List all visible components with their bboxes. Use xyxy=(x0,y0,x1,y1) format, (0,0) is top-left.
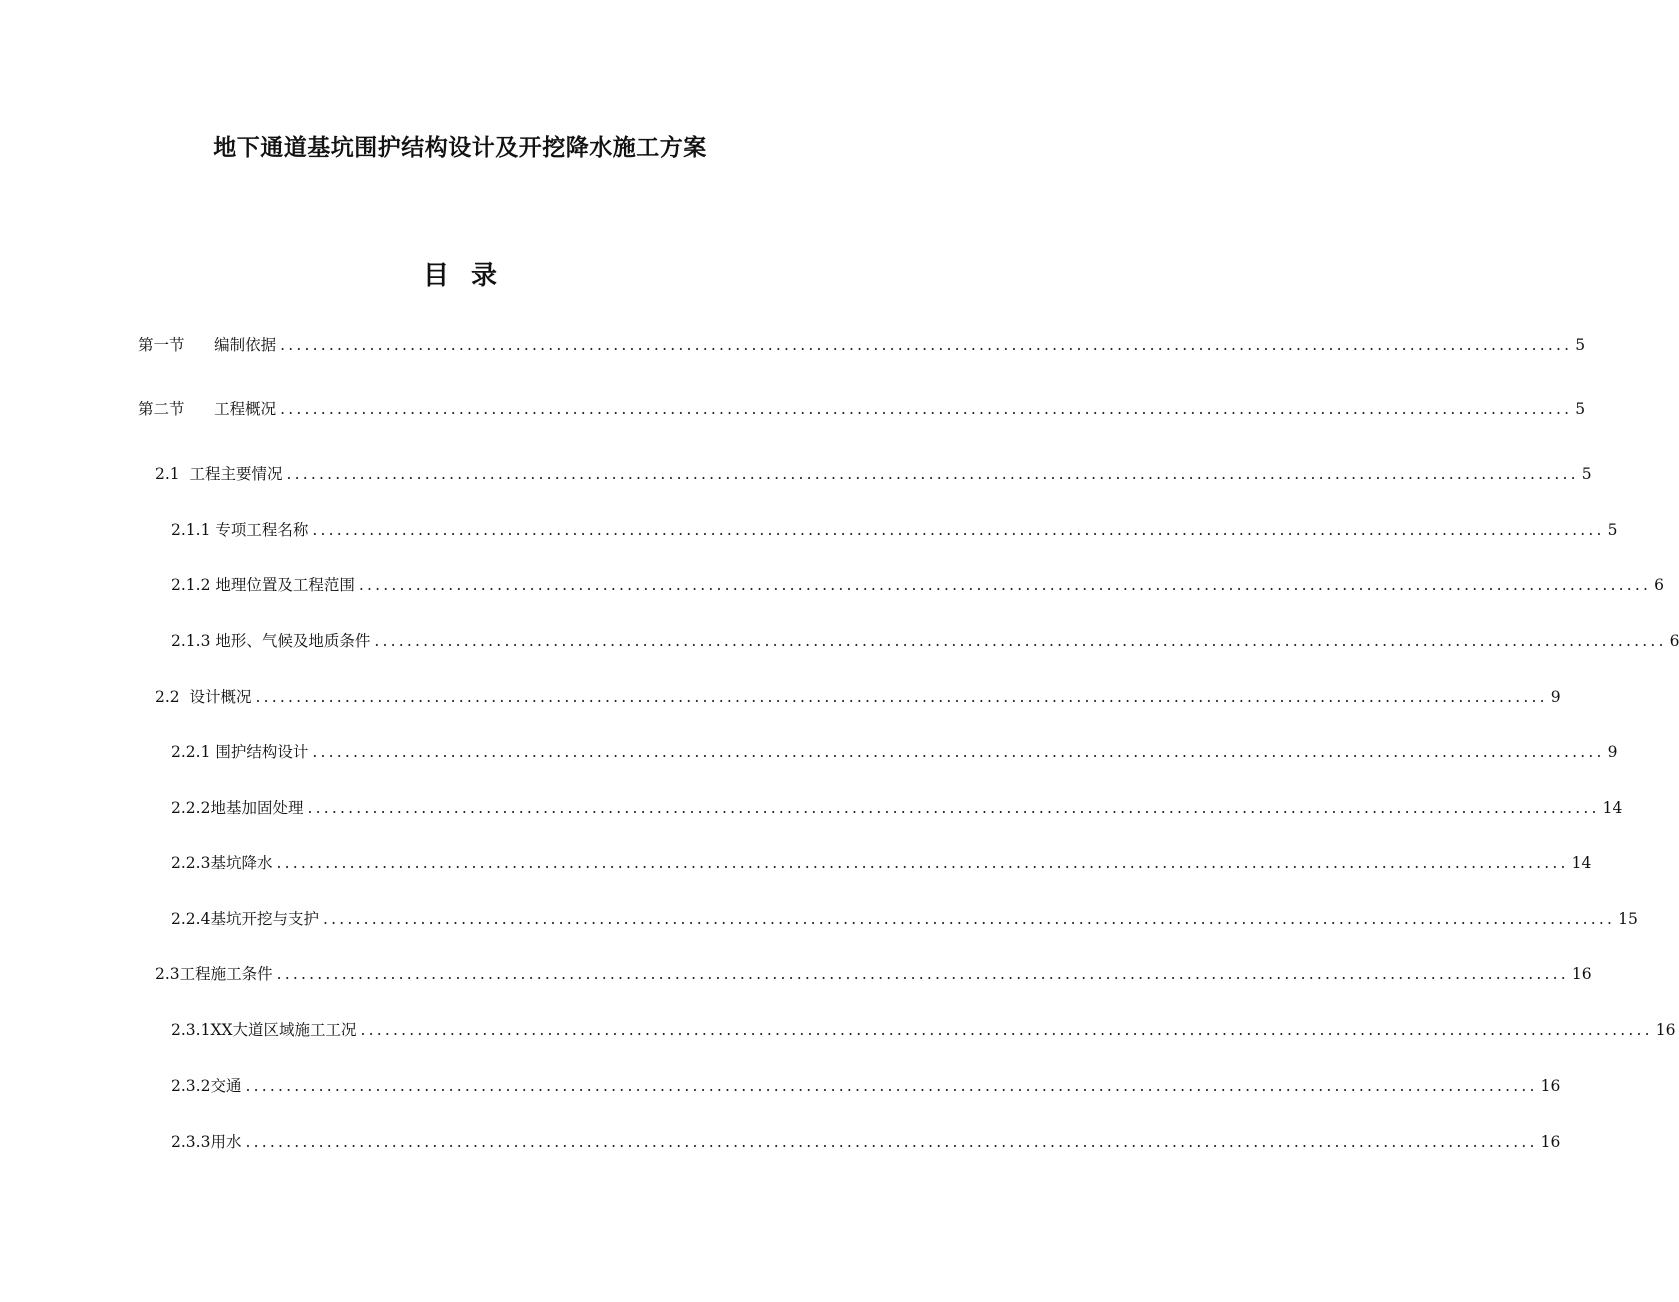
toc-entry-sep xyxy=(185,394,215,424)
toc-dot-leader: ............................................................................................................................................................... xyxy=(307,799,1600,817)
toc-entry-number: 2.2.3 xyxy=(171,854,211,872)
toc-entry-4[interactable] xyxy=(171,515,1618,545)
toc-entry-number: 2.3 xyxy=(155,965,180,983)
toc-entry-number: 2.3.3 xyxy=(171,1133,211,1151)
toc-entry-2[interactable] xyxy=(138,394,1586,424)
toc-entry-page: 5 xyxy=(1607,521,1618,539)
toc-entry-number: 2.2 xyxy=(155,688,180,706)
toc-dot-leader: ............................................................................................................................................................... xyxy=(374,632,1667,650)
toc-entry-page: 15 xyxy=(1618,910,1638,928)
toc-dot-leader: ............................................................................................................................................................... xyxy=(312,743,1605,761)
toc-entry-3[interactable] xyxy=(155,459,1592,489)
toc-entry-sep xyxy=(185,330,215,360)
toc-entry-title: 用水 xyxy=(210,1133,242,1151)
toc-entry-title: 基坑开挖与支护 xyxy=(210,910,319,928)
toc-entry-page: 5 xyxy=(1575,336,1586,354)
toc-entry-title: 工程主要情况 xyxy=(189,465,283,483)
toc-heading-char-1: 目 xyxy=(422,261,449,291)
toc-entry-title: 地基加固处理 xyxy=(210,799,304,817)
toc-entry-8[interactable] xyxy=(171,737,1618,767)
toc-entry-12[interactable] xyxy=(155,959,1592,989)
toc-dot-leader: ............................................................................................................................................................... xyxy=(286,465,1579,483)
toc-entry-11[interactable] xyxy=(171,904,1638,934)
toc-entry-15[interactable] xyxy=(171,1127,1561,1157)
toc-entry-sep xyxy=(180,459,190,489)
toc-entry-number: 2.3.2 xyxy=(171,1077,211,1095)
toc-entry-title: 地形、气候及地质条件 xyxy=(215,632,371,650)
toc-entry-number: 2.3.1XX xyxy=(171,1021,233,1039)
toc-entry-page: 5 xyxy=(1581,465,1592,483)
toc-entry-number: 2.2.4 xyxy=(171,910,211,928)
toc-dot-leader: ............................................................................................................................................................... xyxy=(245,1077,1538,1095)
toc-entry-7[interactable] xyxy=(155,682,1561,712)
toc-dot-leader: ............................................................................................................................................................... xyxy=(280,336,1573,354)
toc-entry-page: 16 xyxy=(1571,965,1592,983)
toc-entry-number: 2.1.3 xyxy=(171,632,211,650)
toc-entry-14[interactable] xyxy=(171,1071,1561,1101)
toc-entry-page: 9 xyxy=(1607,743,1618,761)
toc-entry-5[interactable] xyxy=(171,570,1664,600)
toc-entry-page: 16 xyxy=(1540,1133,1561,1151)
toc-dot-leader: ............................................................................................................................................................... xyxy=(280,400,1573,418)
toc-entry-number: 第一节 xyxy=(138,336,185,354)
toc-dot-leader: ............................................................................................................................................................... xyxy=(255,688,1548,706)
toc-dot-leader: ............................................................................................................................................................... xyxy=(360,1021,1653,1039)
toc-entry-10[interactable] xyxy=(171,848,1592,878)
toc-entry-title: 编制依据 xyxy=(214,336,277,354)
toc-entry-number: 2.2.2 xyxy=(171,799,211,817)
toc-entry-number: 2.1.2 xyxy=(171,576,211,594)
toc-dot-leader: ............................................................................................................................................................... xyxy=(276,965,1569,983)
toc-entry-page: 9 xyxy=(1550,688,1561,706)
toc-entry-page: 5 xyxy=(1575,400,1586,418)
toc-entry-page: 14 xyxy=(1602,799,1623,817)
toc-entry-13[interactable] xyxy=(171,1015,1676,1045)
toc-entry-title: 工程施工条件 xyxy=(179,965,273,983)
toc-entry-number: 第二节 xyxy=(138,400,185,418)
toc-entry-title: 基坑降水 xyxy=(210,854,273,872)
toc-entry-page: 6 xyxy=(1669,632,1679,650)
toc-entry-number: 2.2.1 xyxy=(171,743,211,761)
toc-dot-leader: ............................................................................................................................................................... xyxy=(322,910,1616,928)
toc-dot-leader: ............................................................................................................................................................... xyxy=(358,576,1652,594)
toc-entry-page: 14 xyxy=(1571,854,1592,872)
toc-entry-title: 交通 xyxy=(210,1077,242,1095)
toc-entry-1[interactable] xyxy=(138,330,1586,360)
toc-entry-sep xyxy=(180,682,190,712)
toc-entry-page: 16 xyxy=(1655,1021,1676,1039)
toc-dot-leader: ............................................................................................................................................................... xyxy=(312,521,1605,539)
toc-dot-leader: ............................................................................................................................................................... xyxy=(276,854,1569,872)
toc-entry-number: 2.1 xyxy=(155,465,180,483)
toc-entry-6[interactable] xyxy=(171,626,1679,656)
toc-heading-char-2: 录 xyxy=(471,261,498,291)
toc-entry-title: 设计概况 xyxy=(189,688,252,706)
toc-entry-title: 大道区域施工工况 xyxy=(232,1021,357,1039)
toc-entry-9[interactable] xyxy=(171,793,1623,823)
toc-entry-title: 地理位置及工程范围 xyxy=(215,576,355,594)
toc-entry-number: 2.1.1 xyxy=(171,521,211,539)
document-title: 地下通道基坑围护结构设计及开挖降水施工方案 xyxy=(213,134,707,161)
toc-entry-title: 工程概况 xyxy=(214,400,277,418)
toc-entry-page: 16 xyxy=(1540,1077,1561,1095)
toc-entry-title: 专项工程名称 xyxy=(215,521,309,539)
toc-dot-leader: ............................................................................................................................................................... xyxy=(245,1133,1538,1151)
toc-entry-title: 围护结构设计 xyxy=(215,743,309,761)
toc-entry-page: 6 xyxy=(1654,576,1664,594)
toc-heading xyxy=(0,256,920,296)
